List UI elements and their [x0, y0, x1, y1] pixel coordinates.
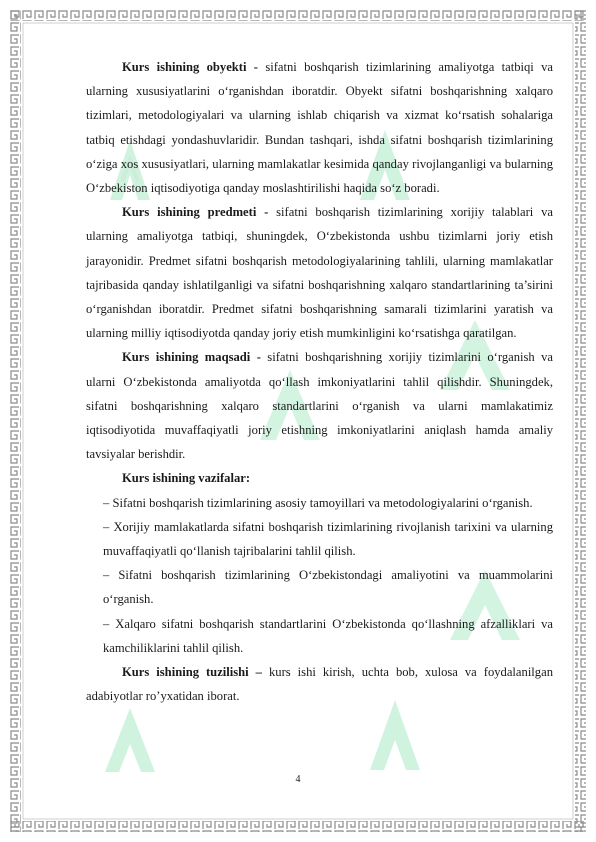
text-subject: sifatni boshqarish tizimlarining xorijiy talablari va ularning amaliyotga tatbiqi, shuningdek, O‘zbekistonda ushbu tizimlarni joriy etish jarayonidir. Predmet sifatni boshqarish metodologiyalarining tahlili, ularning mamlakatlar tajribasida qanday ishlatilganligi va sifatni boshqarishning xalqaro standartlarining ta’sirini o‘rganishdan iboratdir. Predmet sifatni boshqarishning samarali tizimlarini yaratish va ularning milliy iqtisodiyotda qanday joriy etish mumkinligini ko‘rsatishga qaratilgan. [86, 205, 553, 341]
heading-tasks: Kurs ishining vazifalar: [122, 471, 251, 486]
heading-object: Kurs ishining obyekti - [122, 60, 259, 74]
heading-structure: Kurs ishining tuzilishi – [122, 665, 262, 680]
heading-subject: Kurs ishining predmeti - [122, 205, 269, 220]
list-item: – Xorijiy mamlakatlarda sifatni boshqarish tizimlarining rivojlanish tarixini va ularning muvaffaqiyatli qo‘llanish tajribalarini tahlil qilish. [103, 519, 553, 559]
paragraph-subject [86, 200, 553, 345]
paragraph-goal [86, 345, 553, 466]
list-item: – Sifatni boshqarish tizimlarining O‘zbekistondagi amaliyotini va muammolarini o‘rganish. [103, 568, 553, 607]
paragraph-object [86, 55, 553, 200]
paragraph-structure [86, 660, 553, 708]
page-number: 4 [295, 774, 301, 785]
text-structure: kurs ishi kirish, uchta bob, xulosa va foydalanilgan adabiyotlar ro’yxatidan iborat. [86, 665, 553, 704]
watermark-logo-bottom-left [95, 700, 165, 780]
paragraph-tasks-heading [86, 466, 553, 490]
list-item: – Sifatni boshqarish tizimlarining asosiy tamoyillari va metodologiyalarini o‘rganish. [103, 495, 533, 510]
heading-goal: Kurs ishining maqsadi - [122, 350, 261, 365]
list-item: – Xalqaro sifatni boshqarish standartlarini O‘zbekistonda qo‘llashning afzalliklari va kamchiliklarini tahlil qilish. [103, 616, 553, 655]
text-goal: sifatni boshqarishning xorijiy tizimlarini o‘rganish va ularni O‘zbekistonda amaliyotda qo‘llash imkoniyatlarini tahlil qilishdir. Shuningdek, sifatni boshqarishning xalqaro standartlarini o‘rganish va ularni mamlakatimiz iqtisodiyotida muvaffaqiyatli joriy etishning imkoniyatlarini aniqlash hamda amaliy tavsiyalar berishdir. [86, 350, 553, 462]
document-body [86, 55, 553, 708]
text-object: sifatni boshqarish tizimlarining amaliyotga tatbiqi va ularning xususiyatlarini o‘rganishdan iboratdir. Obyekt sifatni boshqarishning xalqaro tizimlari, metodologiyalari va ularning ishlab chiqarish va xizmat ko‘rsatish sohalariga tatbiq etishdagi yondashuvlaridir. Bundan tashqari, ishda sifatni boshqarish tizimlarining o‘ziga xos xususiyatlari, ularning mamlakatlar kesimida qanday rivojlanganligi va bularning O‘zbekiston iqtisodiyotiga qanday moslashtirilishi haqida so‘z boradi. [86, 60, 553, 196]
